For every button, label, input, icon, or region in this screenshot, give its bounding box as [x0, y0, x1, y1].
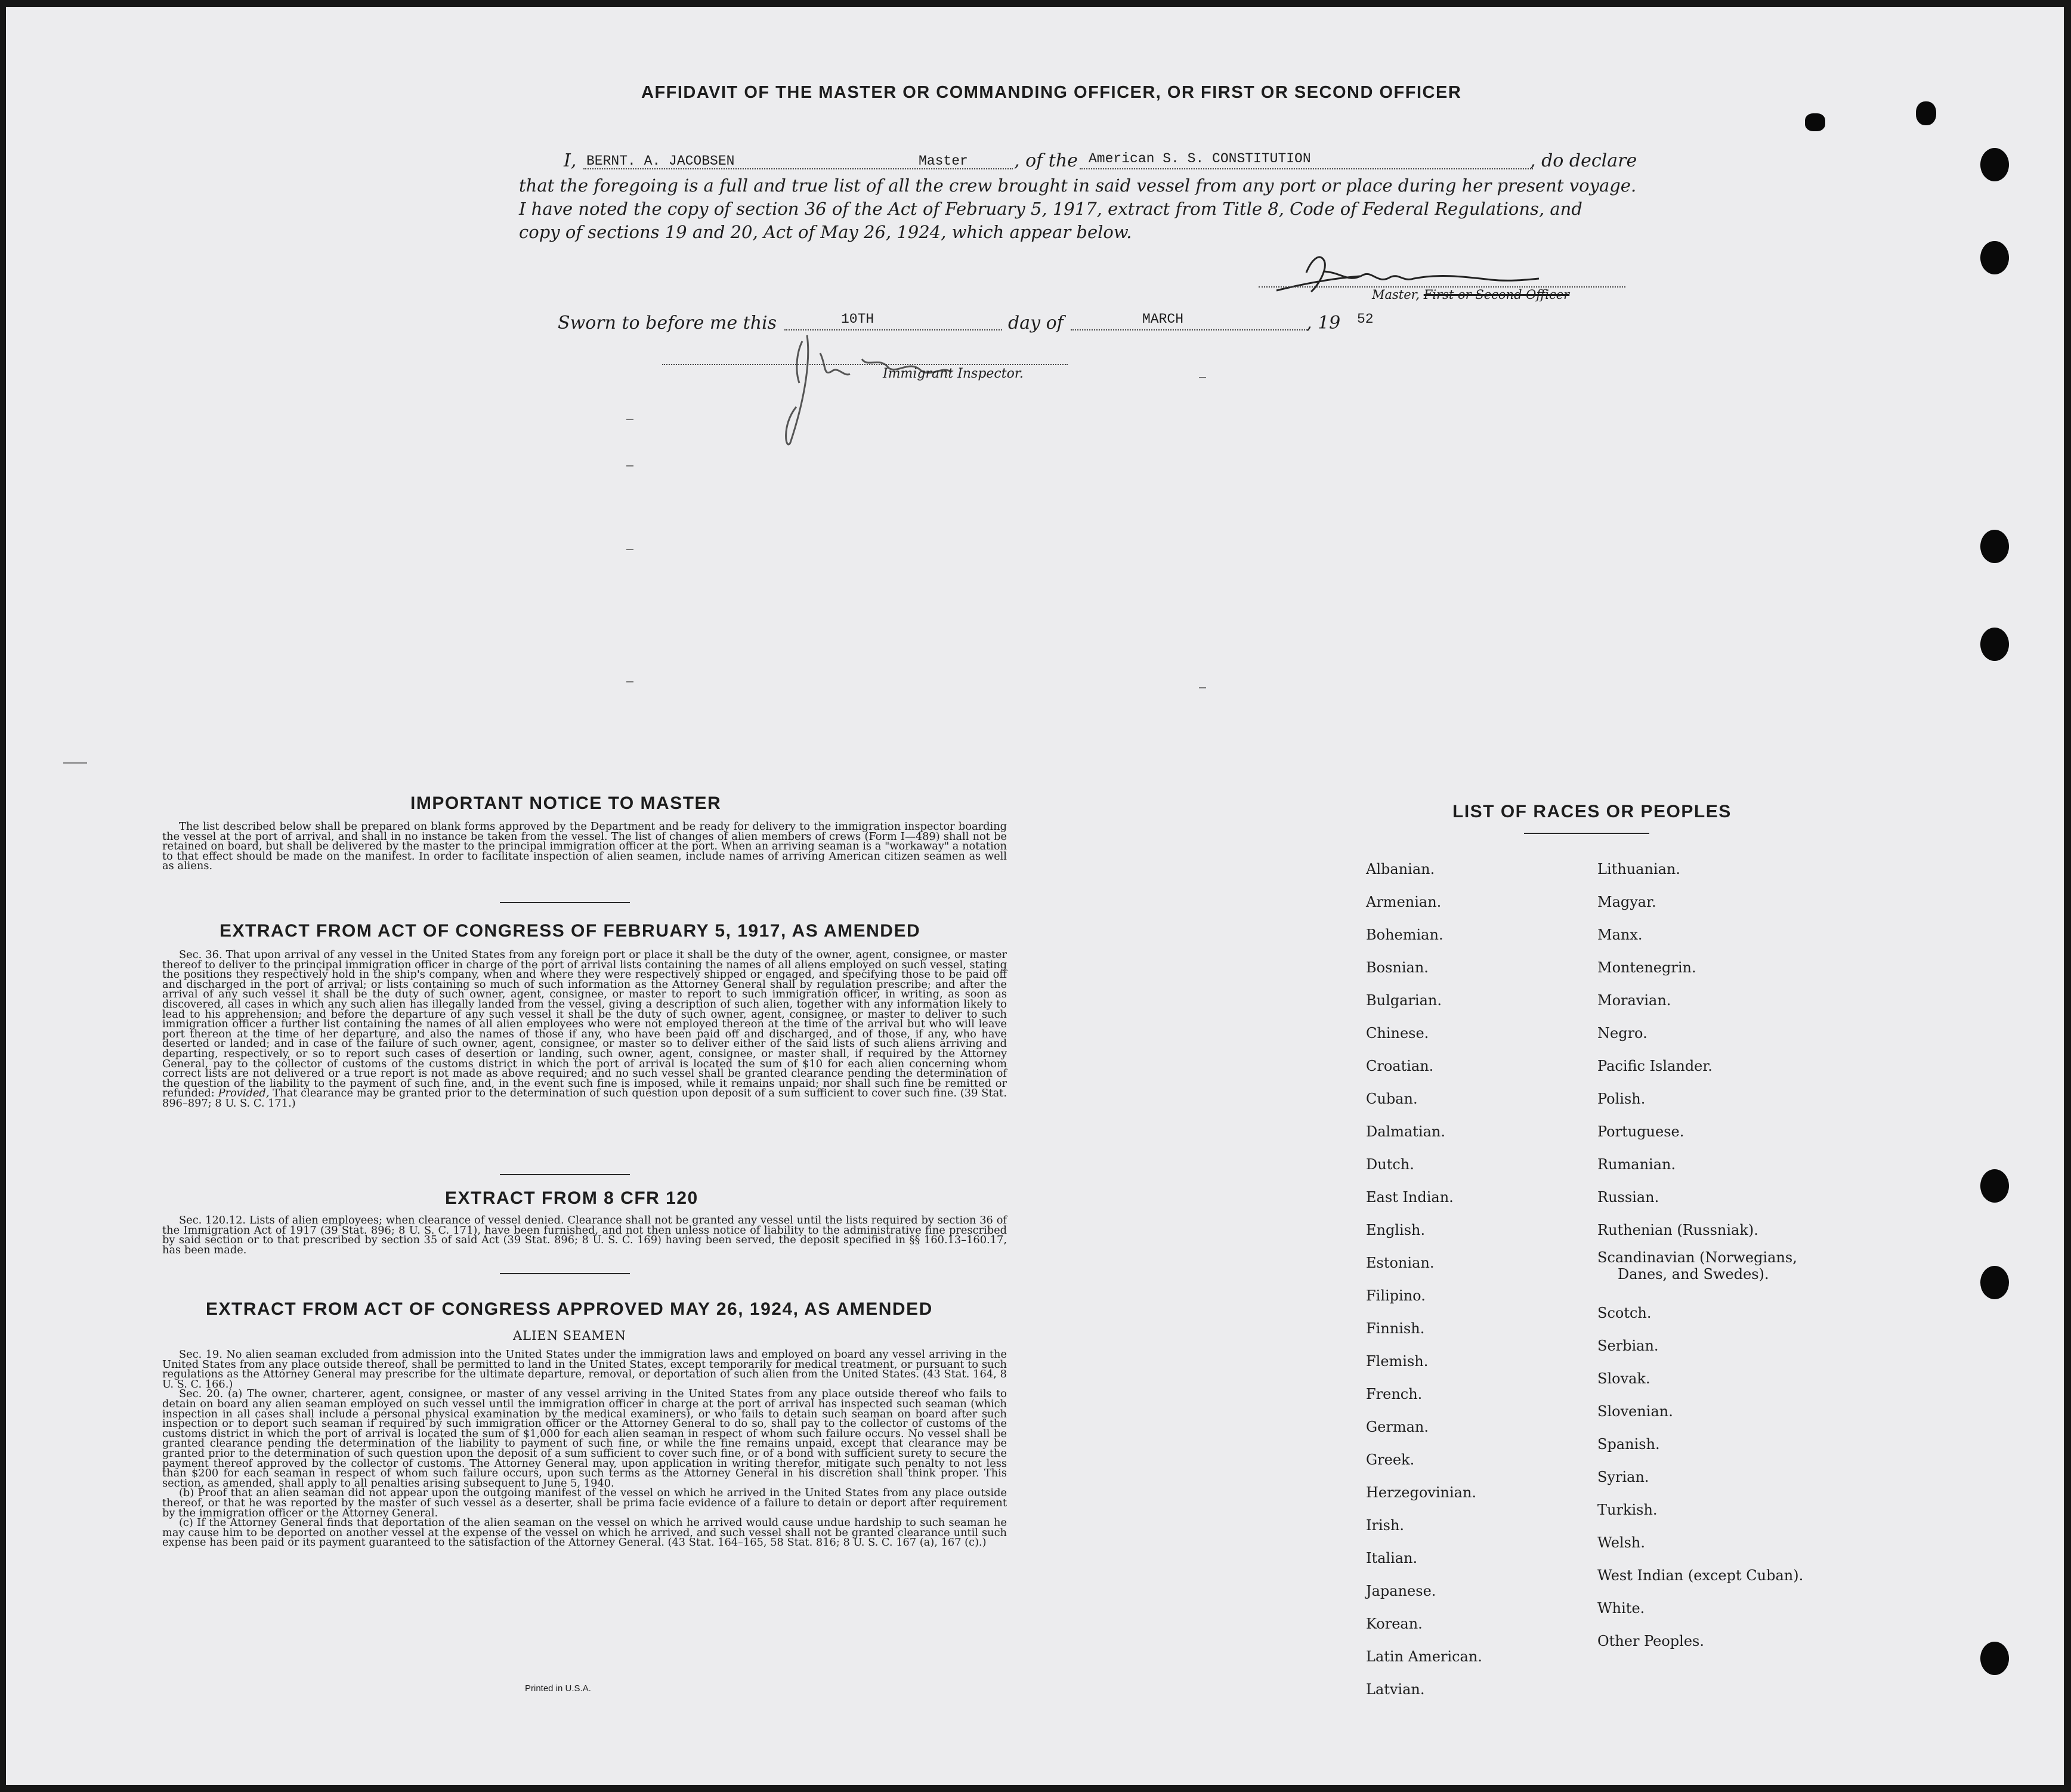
race-item: Italian. — [1366, 1550, 1418, 1567]
year-suffix: 52 — [1357, 311, 1374, 327]
extract-1917-tail: That clearance may be granted prior to the determination of such question upon deposit of a sum sufficient to cover such fine. (39 Stat. 896–897; 8 U. S. C. 171.) — [162, 1087, 1007, 1110]
race-item: Finnish. — [1366, 1320, 1425, 1337]
extract-1917-title: EXTRACT FROM ACT OF CONGRESS OF FEBRUARY 5, 1917, AS AMENDED — [220, 921, 921, 941]
of-the-text: , of the — [1014, 150, 1078, 171]
inspector-caption: Immigrant Inspector. — [883, 366, 1024, 381]
race-item: Serbian. — [1597, 1337, 1659, 1354]
race-item: White. — [1597, 1600, 1645, 1617]
punch-hole-icon — [1980, 1169, 2009, 1203]
race-item: Danes, and Swedes). — [1618, 1266, 1769, 1283]
inspector-signature — [778, 317, 993, 455]
extract-cfr-text: Lists of alien employees; when clearance of vessel denied. Clearance shall not be granted any vessel until the lists required by section 36 of the Immigration Act of 1917 (39 Stat. 896; 8 U. S. C. 171), have been furnished, and not then unless notice of liability to the administrative fine prescribed by said section or to that prescribed by section 35 of said Act (39 Stat. 896; 8 U. S. C. 169) having been served, the deposit specified in §§ 160.13–160.17, has been made. — [162, 1214, 1007, 1256]
day-of-text: day of — [1008, 313, 1064, 333]
extract-1924-body — [162, 1350, 1007, 1548]
race-item: Portuguese. — [1597, 1123, 1684, 1140]
race-item: Croatian. — [1366, 1058, 1434, 1074]
sec-19-label: Sec. 19. — [179, 1348, 222, 1361]
punch-hole-icon — [1980, 1642, 2009, 1675]
sec-20b-paragraph — [162, 1488, 1007, 1518]
extract-1917-body — [162, 950, 1007, 1109]
race-item: Dutch. — [1366, 1156, 1414, 1173]
signature-caption — [1372, 288, 1569, 302]
race-item: Bohemian. — [1366, 926, 1443, 943]
sec-19-text: No alien seaman excluded from admission into the United States under the immigration laws and employed on board any vessel arriving in the United States from any place outside thereof, shall be permitted to land in the United States, except temporarily for medical treatment, or pursuant to such regulations as the Attorney General may prescribe for the ultimate departure, removal, or deportation of such alien from the United States. (43 Stat. 164, 8 U. S. C. 166.) — [162, 1348, 1007, 1391]
extract-1917-text: That upon arrival of any vessel in the United States from any foreign port or place it shall be the duty of the owner, agent, consignee, or master thereof to deliver to the principal immigration officer in charge of the port of arrival lists containing the names of all aliens employed on such vessel, stating the positions they respectively hold in the ship's company, when and where they were respectively shipped or engaged, and specifying those to be paid off and discharged in the port of arrival; or lists containing so much of such information as the Attorney General shall by regulation prescribe; and after the arrival of any such vessel it shall be the duty of such owner, agent, consignee, or master to report to such immigration officer, in writing, as soon as discovered, all cases in which any such alien has illegally landed from the vessel, giving a description of such alien, together with any information likely to lead to his apprehension; and before the departure of any such vessel it shall be the duty of such owner, agent, consignee, or master to deliver to such immigration officer a further list containing the names of all alien employees who were not employed thereon at the time of the arrival but who will leave port thereon at the time of her departure, and also the names of those if any, who have been paid off and discharged, and of those, if any, who have deserted or landed; and in case of the failure of such owner, agent, consignee, or master so to deliver either of the said lists of such aliens arriving and departing, respectively, or so to report such cases of desertion or landing, such owner, agent, consignee, or master shall, if required by the Attorney General, pay to the collector of customs of the customs district in which the port of arrival is located the sum of $10 for each alien concerning whom correct lists are not delivered or a true report is not made as above required; and no such vessel shall be granted clearance pending the determination of the question of the liability to the payment of such fine, and, in the event such fine is imposed, while it remains unpaid; nor shall such fine be remitted or refunded: — [162, 948, 1007, 1100]
race-item: Greek. — [1366, 1451, 1415, 1468]
punch-hole-icon — [1980, 148, 2009, 181]
race-item: Slovak. — [1597, 1370, 1650, 1387]
race-item: Welsh. — [1597, 1534, 1645, 1551]
notice-title: IMPORTANT NOTICE TO MASTER — [410, 793, 722, 813]
punch-hole-icon — [1980, 241, 2009, 274]
race-item: Flemish. — [1366, 1353, 1429, 1370]
faint-mark — [626, 549, 633, 550]
race-item: Japanese. — [1366, 1583, 1436, 1599]
notice-body — [162, 822, 1007, 872]
faint-mark — [626, 681, 633, 682]
sec-19-paragraph — [162, 1350, 1007, 1389]
race-item: Magyar. — [1597, 894, 1656, 910]
sec-20a-paragraph — [162, 1389, 1007, 1488]
printed-in-usa: Printed in U.S.A. — [525, 1683, 591, 1694]
race-item: Albanian. — [1366, 861, 1435, 878]
master-caption: Master, — [1372, 288, 1424, 302]
affidavit-line-2: that the foregoing is a full and true list of all the crew brought in said vessel from any port or place during her present voyage. — [519, 175, 1637, 196]
extract-cfr-title: EXTRACT FROM 8 CFR 120 — [445, 1188, 698, 1208]
sec-20c-paragraph — [162, 1518, 1007, 1548]
affidavit-line-3: I have noted the copy of section 36 of the Act of February 5, 1917, extract from Title 8, Code of Federal Regulations, and — [519, 199, 1582, 219]
officer-rank: Master — [919, 153, 968, 169]
race-item: Pacific Islander. — [1597, 1058, 1713, 1074]
race-item: Armenian. — [1366, 894, 1442, 910]
extract-1924-title: EXTRACT FROM ACT OF CONGRESS APPROVED MAY 26, 1924, AS AMENDED — [206, 1299, 933, 1319]
sec-20b-text: (b) Proof that an alien seaman did not appear upon the outgoing manifest of the vessel on which he arrived in the United States from any place outside thereof, or that he was reported by the master of such vessel as a deserter, shall be prima facie evidence of a failure to detain or deport after requirement by the immigration officer or the Attorney General. — [162, 1487, 1007, 1519]
race-item: Filipino. — [1366, 1287, 1426, 1304]
sec-20a-text: (a) The owner, charterer, agent, consignee, or master of any vessel arriving in the United States from any place outside thereof who fails to detain on board any alien seaman employed on such vessel until the immigration officer in charge at the port of arrival has inspected such seaman (which inspection in all cases shall include a personal physical examination by the medical examiners), or who fails to detain such seaman on board after such inspection or to deport such seaman if required by such immigration officer or the Attorney General to do so, shall pay to the collector of customs of the customs district in which the port of arrival is located the sum of $1,000 for each alien seaman in respect of whom such failure occurs. No vessel shall be granted clearance pending the determination of the liability to payment of such fine, or while the fine remains unpaid, except that clearance may be granted prior to the determination of such question upon the deposit of a sum sufficient to cover such fine, or of a bond with sufficient surety to secure the payment thereof approved by the collector of customs. The Attorney General may, upon application in writing therefor, mitigate such penalty to not less than $200 for each seaman in respect of whom such failure occurs, upon such terms as the Attorney General in his discretion shall think proper. This section, as amended, shall apply to all penalties arising subsequent to June 5, 1940. — [162, 1388, 1007, 1490]
races-column-2 — [1597, 853, 1803, 1658]
ink-blot-icon — [1916, 101, 1936, 125]
race-item: Turkish. — [1597, 1501, 1658, 1518]
race-item: French. — [1366, 1386, 1423, 1402]
extract-1917-section: Sec. 36. — [179, 948, 222, 961]
vessel-name: American S. S. CONSTITUTION — [1089, 151, 1311, 166]
race-item: Scotch. — [1597, 1305, 1652, 1321]
faint-mark — [63, 762, 87, 764]
sworn-label: Sworn to before me this — [558, 313, 777, 333]
punch-hole-icon — [1980, 628, 2009, 661]
sworn-month-line — [1071, 329, 1309, 330]
faint-mark — [1199, 377, 1206, 378]
races-title: LIST OF RACES OR PEOPLES — [1452, 802, 1732, 821]
race-item: Manx. — [1597, 926, 1643, 943]
race-item: Montenegrin. — [1597, 959, 1696, 976]
race-item: Chinese. — [1366, 1025, 1429, 1042]
sec-20c-text: (c) If the Attorney General finds that deportation of the alien seaman on the vessel on which he arrived would cause undue hardship to such seaman he may cause him to be deported on another vessel at the expense of the vessel on which he arrived, and such vessel shall not be granted clearance until such expense has been paid or its payment guaranteed to the satisfaction of the Attorney General. (43 Stat. 164–165, 58 Stat. 816; 8 U. S. C. 167 (a), 167 (c).) — [162, 1516, 1007, 1549]
race-item: Slovenian. — [1597, 1403, 1673, 1420]
race-item: West Indian (except Cuban). — [1597, 1567, 1804, 1584]
extract-1917-provided: Provided, — [218, 1087, 270, 1100]
extract-cfr-section: Sec. 120.12. — [179, 1214, 246, 1226]
faint-mark — [626, 419, 633, 420]
race-item: Latin American. — [1366, 1648, 1482, 1665]
document-page — [6, 7, 2064, 1785]
officer-name: BERNT. A. JACOBSEN — [586, 153, 735, 169]
race-item: Moravian. — [1597, 992, 1671, 1009]
race-item: Dalmatian. — [1366, 1123, 1446, 1140]
inspector-line — [662, 364, 1068, 365]
affidavit-i: I, — [564, 150, 577, 171]
race-item: Polish. — [1597, 1090, 1646, 1107]
extract-cfr-body — [162, 1216, 1007, 1255]
race-item: Lithuanian. — [1597, 861, 1681, 878]
race-item: German. — [1366, 1419, 1429, 1435]
race-item: Cuban. — [1366, 1090, 1418, 1107]
divider-2 — [500, 1174, 630, 1175]
race-item: Other Peoples. — [1597, 1633, 1704, 1649]
races-title-rule — [1524, 833, 1649, 834]
punch-hole-icon — [1980, 530, 2009, 563]
divider-1 — [500, 902, 630, 903]
struck-caption: First or Second Officer — [1423, 288, 1570, 302]
race-item: Ruthenian (Russniak). — [1597, 1222, 1758, 1238]
extract-1924-subtitle: ALIEN SEAMEN — [513, 1328, 626, 1343]
notice-text: The list described below shall be prepared on blank forms approved by the Department and be ready for delivery to the immigration inspector boarding the vessel at the port of arrival, and shall in no instance be taken from the vessel. The list of changes of alien members of crews (Form I—489) shall not be retained on board, but shall be delivered by the master to the principal immigration officer at the port. When an arriving seaman is a "workaway" a notation to that effect should be made on the manifest. In order to facilitate inspection of alien seamen, include names of arriving American citizen seamen as well as aliens. — [162, 820, 1007, 873]
race-item: Estonian. — [1366, 1255, 1435, 1271]
races-column-1 — [1366, 853, 1482, 1706]
race-item: Irish. — [1366, 1517, 1405, 1534]
do-declare-text: , do declare — [1530, 150, 1637, 171]
race-item: Syrian. — [1597, 1469, 1649, 1485]
affidavit-line-4: copy of sections 19 and 20, Act of May 26, 1924, which appear below. — [519, 222, 1132, 242]
divider-3 — [500, 1273, 630, 1274]
faint-mark — [626, 465, 633, 466]
race-item: Scandinavian (Norwegians, — [1597, 1249, 1797, 1266]
sworn-month: MARCH — [1142, 311, 1184, 327]
race-item: Bulgarian. — [1366, 992, 1442, 1009]
faint-mark — [1199, 687, 1206, 688]
race-item: Herzegovinian. — [1366, 1484, 1477, 1501]
race-item: East Indian. — [1366, 1189, 1454, 1206]
race-item: Latvian. — [1366, 1681, 1425, 1698]
race-item: Negro. — [1597, 1025, 1647, 1042]
vessel-line — [1080, 168, 1533, 169]
affidavit-title: AFFIDAVIT OF THE MASTER OR COMMANDING OFFICER, OR FIRST OR SECOND OFFICER — [641, 83, 1462, 102]
race-item: English. — [1366, 1222, 1426, 1238]
race-item: Korean. — [1366, 1615, 1423, 1632]
race-item: Rumanian. — [1597, 1156, 1676, 1173]
race-item: Bosnian. — [1366, 959, 1429, 976]
year-prefix: , 19 — [1306, 313, 1341, 333]
sec-20-label: Sec. 20. — [179, 1388, 224, 1401]
race-item: Spanish. — [1597, 1436, 1660, 1453]
punch-hole-icon — [1980, 1266, 2009, 1299]
ink-blot-icon — [1805, 113, 1825, 131]
sworn-day: 10TH — [841, 311, 874, 327]
race-item: Russian. — [1597, 1189, 1659, 1206]
